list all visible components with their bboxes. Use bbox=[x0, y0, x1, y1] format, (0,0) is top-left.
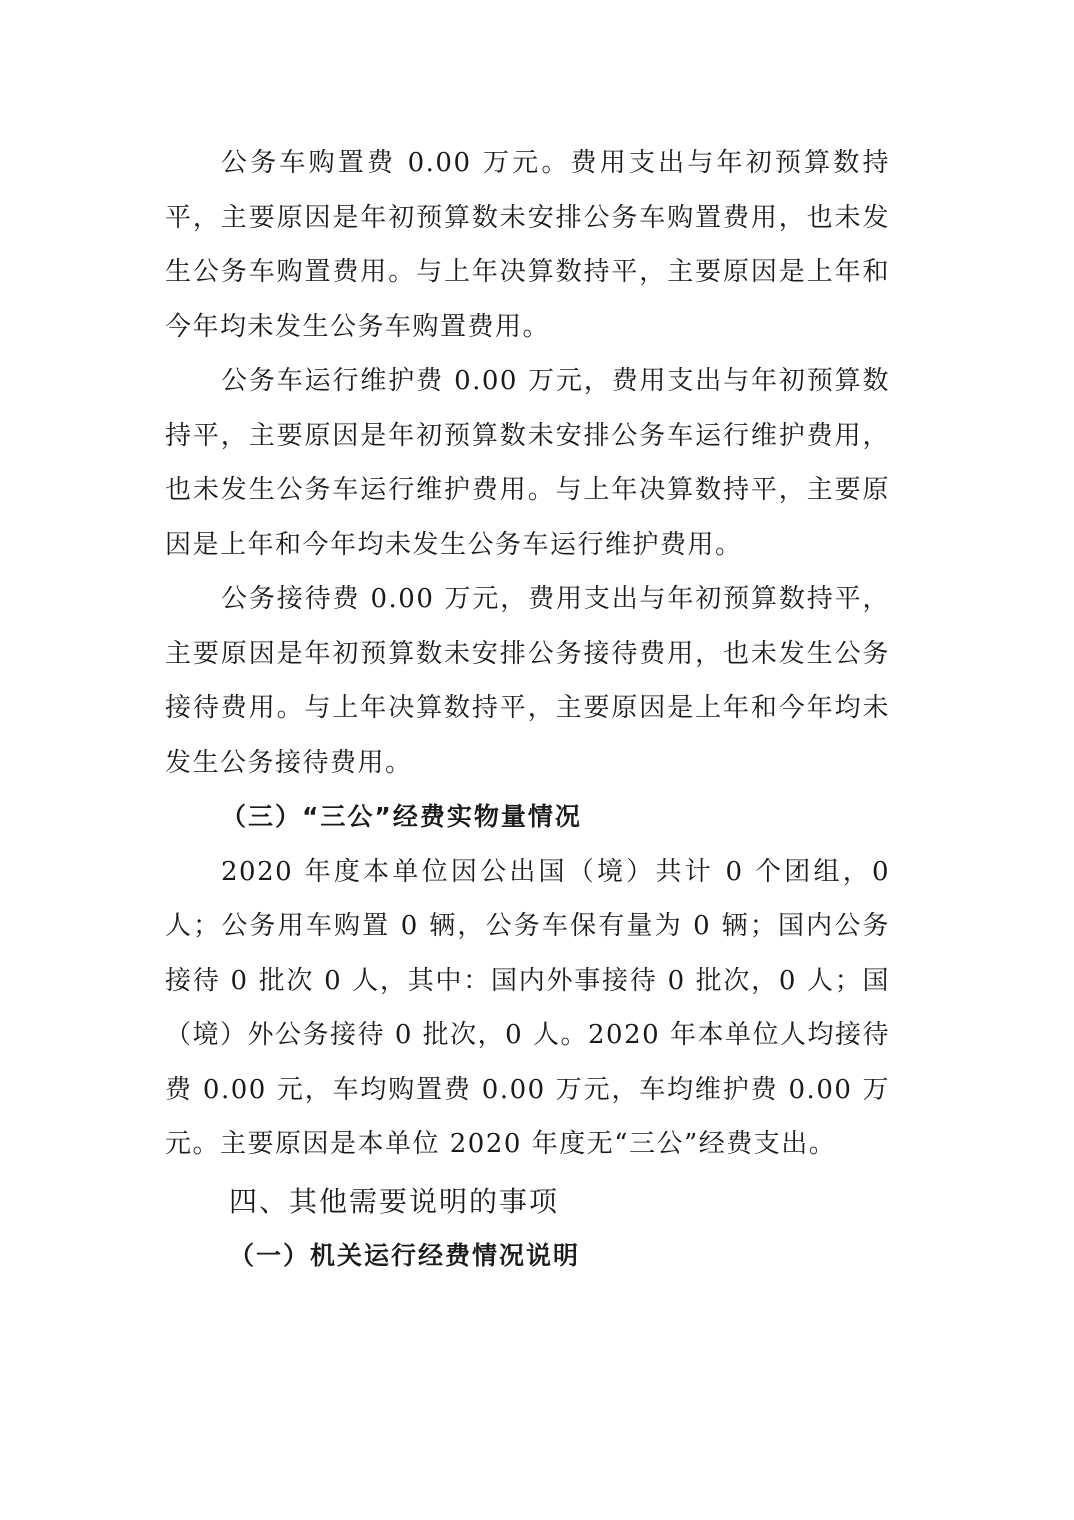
document-body bbox=[165, 136, 890, 1280]
paragraph-physical-quantity: 2020 年度本单位因公出国（境）共计 0 个团组，0 人；公务用车购置 0 辆，公务车保有量为 0 辆；国内公务接待 0 批次 0 人，其中：国内外事接待 0 批次，0 人；国（境）外公务接待 0 批次，0 人。2020 年本单位人均接待费 0.00 元，车均购置费 0.00 万元，车均维护费 0.00 万元。主要原因是本单位 2020 年度无“三公”经费支出。 bbox=[165, 856, 890, 1159]
paragraph-reception: 公务接待费 0.00 万元，费用支出与年初预算数持平，主要原因是年初预算数未安排公务接待费用，也未发生公务接待费用。与上年决算数持平，主要原因是上年和今年均未发生公务接待费用。 bbox=[165, 584, 890, 778]
heading-section-one: （一）机关运行经费情况说明 bbox=[229, 1240, 581, 1270]
heading-section-three: （三）“三公”经费实物量情况 bbox=[221, 802, 582, 831]
paragraph-car-purchase: 公务车购置费 0.00 万元。费用支出与年初预算数持平，主要原因是年初预算数未安排公务车购置费用，也未发生公务车购置费用。与上年决算数持平，主要原因是上年和今年均未发生公务车购置费用。 bbox=[165, 148, 890, 342]
heading-part-four: 四、其他需要说明的事项 bbox=[229, 1184, 560, 1218]
paragraph-car-maintenance: 公务车运行维护费 0.00 万元，费用支出与年初预算数持平，主要原因是年初预算数未安排公务车运行维护费用，也未发生公务车运行维护费用。与上年决算数持平，主要原因是上年和今年均未发生公务车运行维护费用。 bbox=[165, 366, 890, 560]
